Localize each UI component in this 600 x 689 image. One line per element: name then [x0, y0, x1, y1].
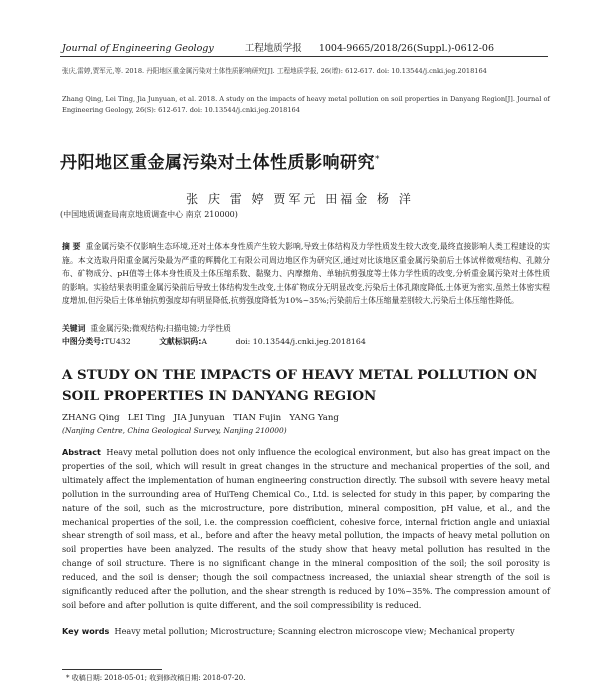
keywords-en [62, 626, 550, 636]
title-en: A STUDY ON THE IMPACTS OF HEAVY METAL POLLUTION ON SOIL PROPERTIES IN DANYANG REGION [62, 367, 538, 404]
abstract-cn [62, 240, 550, 308]
keywords-cn-text: 重金属污染;微观结构;扫描电镜;力学性质 [90, 324, 231, 333]
journal-name: Journal of Engineering Geology [62, 43, 214, 54]
header-rule [60, 56, 548, 57]
title-cn: 丹阳地区重金属污染对土体性质影响研究* [60, 153, 380, 173]
clc-code: TU432 [104, 337, 131, 346]
keywords-en-label: Key words [62, 626, 110, 636]
keywords-en-text: Heavy metal pollution; Microstructure; Scanning electron microscope view; Mechanical property [114, 626, 515, 636]
doi-value: 10.13544/j.cnki.jeg.2018164 [252, 337, 366, 346]
authors-en: ZHANG Qing LEI Ting JIA Junyuan TIAN Fujin YANG Yang [62, 413, 339, 423]
classification-cn [62, 336, 550, 347]
issn-line: 1004-9665/2018/26(Suppl.)-0612-06 [318, 43, 495, 54]
abstract-cn-text: 重金属污染不仅影响生态环境,还对土体本身性质产生较大影响,导致土体结构及力学性质发生较大改变,最终直接影响人类工程建设的实施。本文选取丹阳重金属污染最为严重的辉腾化工有限公司周边地区作为研究区,通过对比该地区重金属污染前后土体试样微观结构、孔隙分布、矿物成分、pH值等土体本身性质及土体压缩系数、黏聚力、内摩擦角、单轴抗剪强度等土体力学性质的改变,分析重金属污染对土体性质的影响。实验结果表明重金属污染前后导致土体结构发生改变,土体矿物成分无明显改变,污染后土体孔隙度降低,土体更为密实,虽然土体密实程度增加,但污染后土体单轴抗剪强度却有明显降低,抗剪强度降低为10%~35%;污染前后土体压缩量差别较大,污染后土体压缩性降低。 [62, 242, 550, 306]
title-footnote-mark: * [375, 154, 380, 165]
citation-cn: 张庆,雷婷,贾军元,等. 2018. 丹阳地区重金属污染对土体性质影响研究[J]. 工程地质学报, 26(增): 612-617. doi: 10.13544/j.cnki.jeg.2018164 [62, 67, 487, 75]
doc-code-label: 文献标识码: [159, 337, 202, 346]
keywords-cn-label: 关键词 [62, 324, 86, 333]
journal-name-cn: 工程地质学报 [244, 43, 302, 54]
clc-label: 中图分类号: [62, 337, 105, 346]
abstract-en-text: Heavy metal pollution does not only influence the ecological environment, but also has great impact on the properties of the soil, which will result in great changes in the structure and mechanical properties of the soil, and ultimately affect the implementation of human engineering construction directly. The subsoil with severe heavy metal pollution in the surrounding area of HuiTeng Chemical Co., Ltd. is selected for study in this paper, by comparing the nature of the soil, such as the microstructure, pore distribution, mineral composition, pH value, et al., and the mechanical properties of the soil, i.e. the compression coefficient, cohesive force, internal friction angle and uniaxial shear strength of soil mass, et al., before and after the heavy metal pollution, the impacts of heavy metal pollution on soil properties have been analyzed. The results of the study show that heavy metal pollution has resulted in the change of soil structure. There is no significant change in the mineral composition of the soil; the soil porosity is reduced, and the soil is denser; though the soil compactness increased, the uniaxial shear strength of the soil is significantly reduced after the pollution, and the shear strength is reduced by 10%~35%. The compression amount of soil before and after pollution is quite different, and the soil compressibility is reduced. [62, 447, 550, 610]
doi-label: doi: [235, 337, 251, 346]
footnote-rule [62, 669, 162, 670]
abstract-en [62, 446, 550, 613]
abstract-en-label: Abstract [62, 447, 101, 457]
authors-cn: 张 庆 雷 婷 贾军元 田福金 杨 洋 [186, 192, 414, 206]
keywords-cn [62, 323, 550, 334]
affiliation-cn: (中国地质调查局南京地质调查中心 南京 210000) [60, 210, 238, 219]
running-header [62, 40, 552, 54]
footnote: * 收稿日期: 2018-05-01; 收到修改稿日期: 2018-07-20. [66, 674, 246, 682]
affiliation-en: (Nanjing Centre, China Geological Survey, Nanjing 210000) [62, 426, 287, 435]
abstract-cn-label: 摘 要 [62, 242, 81, 251]
citation-en: Zhang Qing, Lei Ting, Jia Junyuan, et al. 2018. A study on the impacts of heavy metal pollution on soil properties in Danyang Region[J]. Journal of Engineering Geology, 26(S): 612-617. doi: 10.13544/j.cnki.jeg.2018164 [62, 95, 550, 114]
doc-code: A [201, 337, 207, 346]
